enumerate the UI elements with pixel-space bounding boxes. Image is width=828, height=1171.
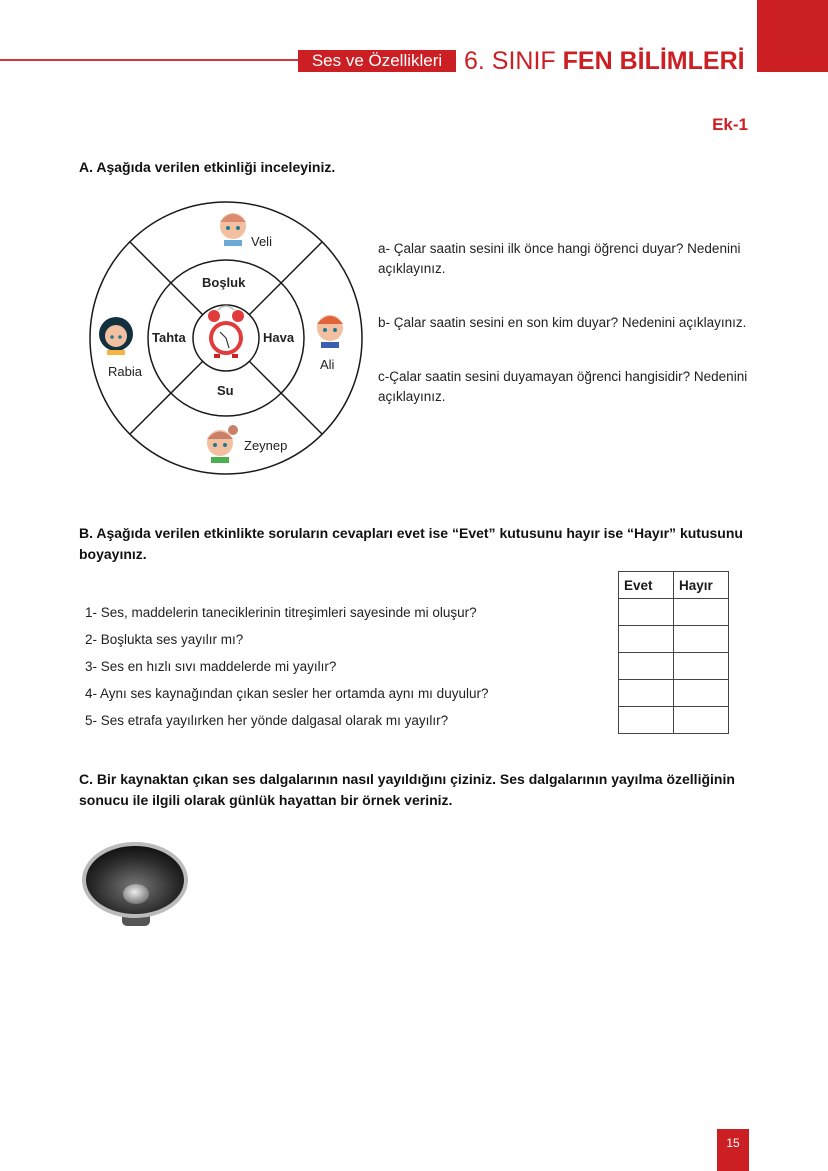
- yn-question-3: 3- Ses en hızlı sıvı maddelerde mi yayılır?: [85, 659, 337, 674]
- section-b-title: B. Aşağıda verilen etkinlikte soruların cevapları evet ise “Evet” kutusunu hayır ise “Hayır” kutusunu boyayınız.: [79, 525, 743, 562]
- yn-question-5: 5- Ses etrafa yayılırken her yönde dalgasal olarak mı yayılır?: [85, 713, 449, 728]
- subject-name: FEN BİLİMLERİ: [562, 47, 745, 75]
- header-rule: [0, 59, 300, 61]
- table-row: [619, 653, 729, 680]
- topic-label: Ses ve Özellikleri: [298, 50, 456, 72]
- table-row: [619, 707, 729, 734]
- hayir-box-3[interactable]: [674, 653, 729, 680]
- column-header-evet: Evet: [619, 572, 674, 599]
- appendix-label: Ek-1: [712, 115, 748, 134]
- table-row: [619, 680, 729, 707]
- evet-box-4[interactable]: [619, 680, 674, 707]
- section-c-title: C. Bir kaynaktan çıkan ses dalgalarının nasıl yayıldığını çiziniz. Ses dalgalarının yayılma özelliğinin sonucu ile ilgili olarak günlük hayattan bir örnek veriniz.: [79, 771, 735, 808]
- page-number: 15: [717, 1129, 749, 1171]
- evet-box-5[interactable]: [619, 707, 674, 734]
- yn-question-1: 1- Ses, maddelerin taneciklerinin titreşimleri sayesinde mi oluşur?: [85, 605, 477, 620]
- section-a-title: A. Aşağıda verilen etkinliği inceleyiniz.: [79, 159, 336, 175]
- student-name-veli: Veli: [251, 234, 272, 249]
- student-name-ali: Ali: [320, 357, 335, 372]
- yn-question-2: 2- Boşlukta ses yayılır mı?: [85, 632, 244, 647]
- medium-label-hava: Hava: [263, 330, 295, 345]
- yn-question-4: 4- Aynı ses kaynağından çıkan sesler her ortamda aynı mı duyulur?: [85, 686, 489, 701]
- student-name-rabia: Rabia: [108, 364, 142, 379]
- table-row: [619, 626, 729, 653]
- question-c: c-Çalar saatin sesini duyamayan öğrenci hangisidir? Nedenini açıklayınız.: [378, 369, 748, 404]
- header-accent-block: [757, 0, 828, 72]
- column-header-hayir: Hayır: [674, 572, 729, 599]
- sound-propagation-diagram: [88, 198, 364, 478]
- hayir-box-1[interactable]: [674, 599, 729, 626]
- alarm-clock-icon: [208, 306, 244, 358]
- yes-no-answer-table: [618, 571, 729, 734]
- yes-no-question-list: [85, 599, 488, 734]
- student-avatar-zeynep: [207, 425, 238, 463]
- question-a: a- Çalar saatin sesini ilk önce hangi öğrenci duyar? Nedenini açıklayınız.: [378, 241, 741, 276]
- grade-prefix: 6. SINIF: [464, 47, 556, 75]
- medium-label-su: Su: [217, 383, 234, 398]
- page-title: [464, 46, 745, 76]
- hayir-box-5[interactable]: [674, 707, 729, 734]
- hayir-box-2[interactable]: [674, 626, 729, 653]
- speaker-icon: [80, 838, 190, 933]
- evet-box-1[interactable]: [619, 599, 674, 626]
- medium-label-tahta: Tahta: [152, 330, 186, 345]
- hayir-box-4[interactable]: [674, 680, 729, 707]
- student-avatar-veli: [220, 213, 246, 246]
- evet-box-3[interactable]: [619, 653, 674, 680]
- medium-label-bosluk: Boşluk: [202, 275, 246, 290]
- table-row: [619, 599, 729, 626]
- diagram-rings: [88, 198, 364, 478]
- evet-box-2[interactable]: [619, 626, 674, 653]
- question-b: b- Çalar saatin sesini en son kim duyar? Nedenini açıklayınız.: [378, 315, 747, 330]
- student-name-zeynep: Zeynep: [244, 438, 288, 453]
- student-avatar-rabia: [99, 317, 133, 355]
- student-avatar-ali: [317, 315, 343, 348]
